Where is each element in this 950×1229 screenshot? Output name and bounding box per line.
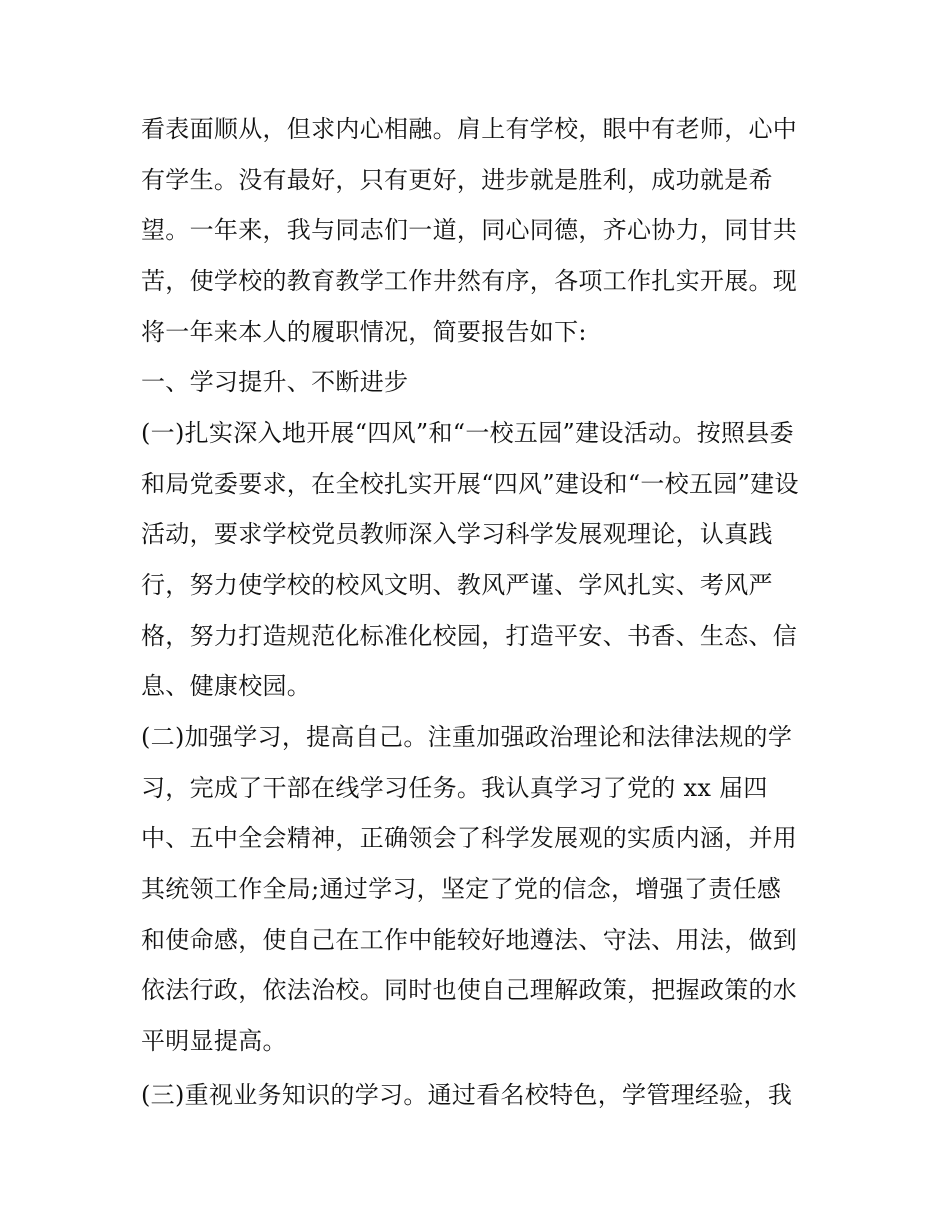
section-heading-1: 一、学习提升、不断进步 [141,368,409,396]
text-line-2: 有学生。没有最好，只有更好，进步就是胜利，成功就是希 [141,166,773,194]
text-line-13: (二)加强学习，提高自己。注重加强政治理论和法律法规的学 [141,723,793,751]
text-line-4: 苦，使学校的教育教学工作井然有序，各项工作扎实开展。现 [141,267,798,295]
text-line-7: (一)扎实深入地开展“四风”和“一校五园”建设活动。按照县委 [141,419,794,447]
text-line-19: 平明显提高。 [141,1027,287,1055]
text-line-5: 将一年来本人的履职情况，简要报告如下: [141,318,587,346]
text-line-17: 和使命感，使自己在工作中能较好地遵法、守法、用法，做到 [141,926,798,954]
text-line-11: 格，努力打造规范化标准化校园，打造平安、书香、生态、信 [141,622,798,650]
text-line-14: 习，完成了干部在线学习任务。我认真学习了党的 xx 届四 [141,774,768,802]
text-line-9: 活动，要求学校党员教师深入学习科学发展观理论，认真践 [141,520,773,548]
text-line-1: 看表面顺从，但求内心相融。肩上有学校，眼中有老师，心中 [141,115,798,143]
text-line-16: 其统领工作全局;通过学习，坚定了党的信念，增强了责任感 [141,875,782,903]
text-line-10: 行，努力使学校的校风文明、教风严谨、学风扎实、考风严 [141,571,773,599]
text-line-18: 依法行政，依法治校。同时也使自己理解政策，把握政策的水 [141,976,798,1004]
text-line-20: (三)重视业务知识的学习。通过看名校特色，学管理经验，我 [141,1081,793,1109]
text-line-15: 中、五中全会精神，正确领会了科学发展观的实质内涵，并用 [141,824,798,852]
text-line-8: 和局党委要求，在全校扎实开展“四风”建设和“一校五园”建设 [141,470,799,498]
text-line-3: 望。一年来，我与同志们一道，同心同德，齐心协力，同甘共 [141,216,798,244]
text-line-12: 息、健康校园。 [141,672,312,700]
